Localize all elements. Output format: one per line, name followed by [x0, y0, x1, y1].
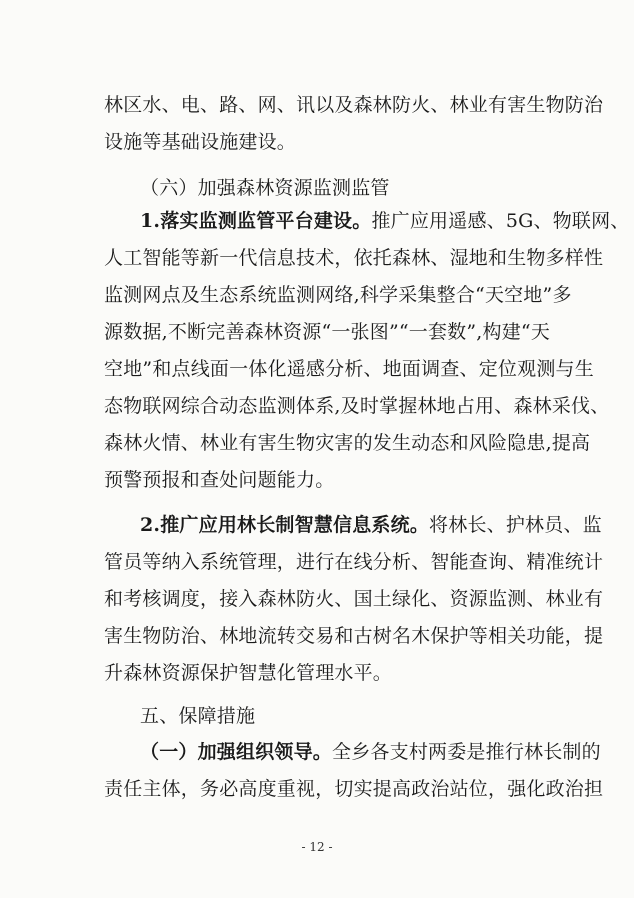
paragraph-lead-line: 2.推广应用林长制智慧信息系统。将林长、护林员、监 — [140, 514, 602, 536]
paragraph-lead: （一）加强组织领导。 — [140, 741, 333, 763]
body-line: 升森林资源保护智慧化管理水平。 — [104, 662, 393, 684]
body-line: 和考核调度，接入森林防火、国土绿化、资源监测、林业有 — [104, 588, 604, 610]
section-heading: （六）加强森林资源监测监管 — [140, 177, 390, 199]
body-line: 源数据,不断完善森林资源“一张图”“一套数”,构建“天 — [104, 321, 551, 343]
body-line: 监测网点及生态系统监测网络,科学采集整合“天空地”多 — [104, 284, 572, 306]
body-line: 责任主体，务必高度重视，切实提高政治站位，强化政治担 — [104, 778, 604, 800]
paragraph-lead: 2.推广应用林长制智慧信息系统。 — [140, 514, 430, 536]
chapter-heading: 五、保障措施 — [140, 705, 256, 727]
body-line: 害生物防治、林地流转交易和古树名木保护等相关功能，提 — [104, 625, 604, 647]
body-line: 森林火情、林业有害生物灾害的发生动态和风险隐患,提高 — [104, 432, 591, 454]
paragraph-lead-line: 1.落实监测监管平台建设。推广应用遥感、5G、物联网、 — [140, 210, 630, 232]
body-line: 管员等纳入系统管理，进行在线分析、智能查询、精准统计 — [104, 551, 604, 573]
body-line: 设施等基础设施建设。 — [104, 131, 297, 153]
paragraph-lead-line: （一）加强组织领导。全乡各支村两委是推行林长制的 — [140, 741, 601, 763]
body-line: 空地”和点线面一体化遥感分析、地面调查、定位观测与生 — [104, 358, 594, 380]
body-line: 林区水、电、路、网、讯以及森林防火、林业有害生物防治 — [104, 94, 604, 116]
page-number: - 12 - — [301, 840, 333, 854]
body-line: 人工智能等新一代信息技术，依托森林、湿地和生物多样性 — [104, 247, 604, 269]
body-line: 预警预报和查处问题能力。 — [104, 469, 335, 491]
body-line: 态物联网综合动态监测体系,及时掌握林地占用、森林采伐、 — [104, 395, 610, 417]
paragraph-lead: 1.落实监测监管平台建设。 — [140, 210, 372, 232]
